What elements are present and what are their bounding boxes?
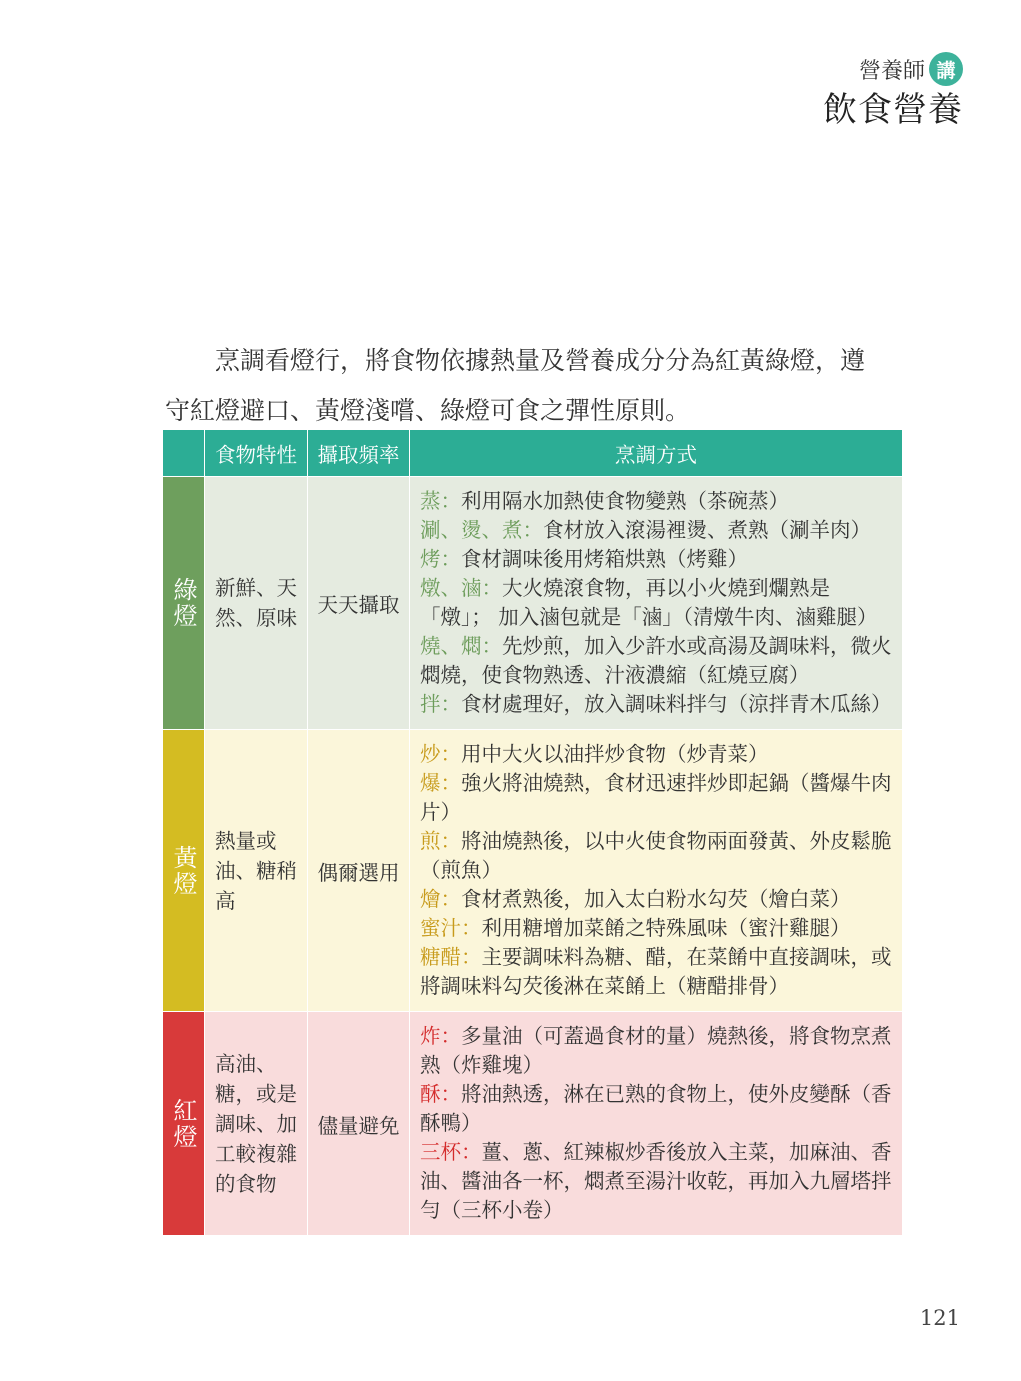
yellow-light-label-cell — [163, 730, 205, 1012]
red-methods — [410, 1012, 903, 1236]
yellow-light-label: 黃燈 — [169, 844, 197, 897]
yellow-feature: 熱量或油、糖稍高 — [205, 730, 308, 1012]
red-frequency: 儘量避免 — [308, 1012, 410, 1236]
table-row-red — [163, 1012, 903, 1236]
table-row-green — [163, 477, 903, 730]
method-item: 炒：用中大火以油拌炒食物（炒青菜） — [420, 742, 769, 766]
header-corner — [163, 430, 205, 477]
method-item: 蒸：利用隔水加熱使食物變熟（茶碗蒸） — [420, 489, 789, 513]
method-item: 拌：食材處理好，放入調味料拌勻（涼拌青木瓜絲） — [420, 692, 892, 716]
green-light-label-cell — [163, 477, 205, 730]
method-item: 爆：強火將油燒熱，食材迅速拌炒即起鍋（醬爆牛肉片） — [420, 771, 892, 824]
table-header-row — [163, 430, 903, 477]
intro-paragraph — [165, 336, 905, 436]
header-method: 烹調方式 — [410, 430, 903, 477]
green-methods — [410, 477, 903, 730]
header-feature: 食物特性 — [205, 430, 308, 477]
green-light-label: 綠燈 — [169, 577, 197, 629]
red-light-label-cell — [163, 1012, 205, 1236]
method-item: 烤：食材調味後用烤箱烘熟（烤雞） — [420, 547, 748, 571]
intro-line-2: 守紅燈避口、黃燈淺嚐、綠燈可食之彈性原則。 — [165, 396, 691, 425]
method-item: 炸：多量油（可蓋過食材的量）燒熱後，將食物烹煮熟（炸雞塊） — [420, 1024, 892, 1077]
method-item: 酥：將油熱透，淋在已熟的食物上，使外皮變酥（香酥鴨） — [420, 1082, 892, 1135]
method-item: 糖醋：主要調味料為糖、醋，在菜餚中直接調味，或將調味料勾芡後淋在菜餚上（糖醋排骨） — [420, 945, 892, 998]
intro-line-1: 烹調看燈行，將食物依據熱量及營養成分分為紅黃綠燈，遵 — [215, 346, 866, 375]
method-item: 燉、滷：大火燒滾食物，再以小火燒到爛熟是「燉」； 加入滷包就是「滷」（清燉牛肉、滷雞腿） — [420, 576, 878, 629]
header-subtitle — [859, 52, 963, 86]
cooking-traffic-light-table — [162, 429, 903, 1236]
header-title: 飲食營養 — [823, 90, 963, 130]
method-item: 三杯：薑、蔥、紅辣椒炒香後放入主菜，加麻油、香油、醬油各一杯，燜煮至湯汁收乾，再加入九層塔拌勻（三杯小卷） — [420, 1140, 892, 1222]
red-feature: 高油、糖，或是調味、加工較複雜的食物 — [205, 1012, 308, 1236]
method-item: 燴：食材煮熟後，加入太白粉水勾芡（燴白菜） — [420, 887, 851, 911]
method-item: 蜜汁：利用糖增加菜餚之特殊風味（蜜汁雞腿） — [420, 916, 851, 940]
running-header — [823, 52, 963, 131]
green-feature: 新鮮、天然、原味 — [205, 477, 308, 730]
header-top-text: 營養師 — [858, 58, 925, 84]
table-row-yellow — [163, 730, 903, 1012]
page-number: 121 — [919, 1306, 960, 1330]
green-frequency: 天天攝取 — [308, 477, 410, 730]
method-item: 涮、燙、煮：食材放入滾湯裡燙、煮熟（涮羊肉） — [420, 518, 871, 542]
method-item: 燒、燜：先炒煎，加入少許水或高湯及調味料，微火燜燒，使食物熟透、汁液濃縮（紅燒豆腐） — [420, 634, 892, 687]
red-light-label: 紅燈 — [169, 1097, 197, 1150]
header-frequency: 攝取頻率 — [308, 430, 410, 477]
speech-bubble-logo: 講 — [929, 52, 963, 86]
yellow-methods — [410, 730, 903, 1012]
yellow-frequency: 偶爾選用 — [308, 730, 410, 1012]
method-item: 煎：將油燒熱後，以中火使食物兩面發黃、外皮鬆脆（煎魚） — [420, 829, 892, 882]
